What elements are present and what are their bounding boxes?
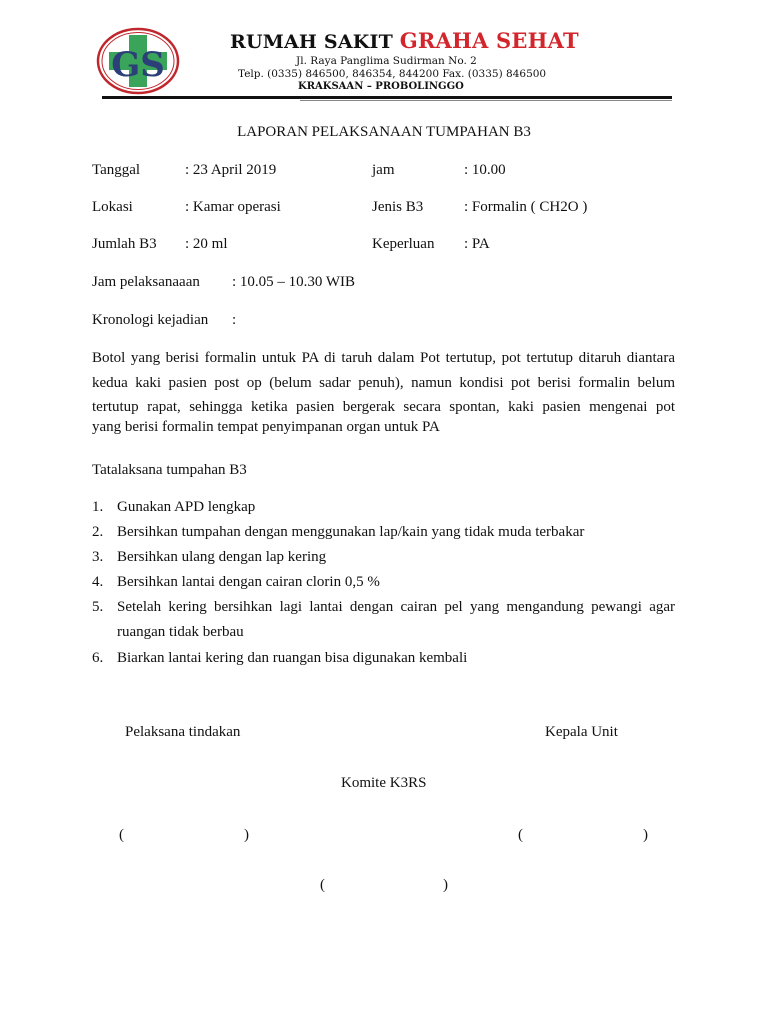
signature-blank-pelaksana-close: ) (244, 827, 249, 843)
step-text: Setelah kering bersihkan lagi lantai dengan cairan pel yang mengandung pewangi agar (117, 599, 675, 615)
hospital-address: Jl. Raya Panglima Sudirman No. 2 (296, 55, 477, 67)
step-text: Gunakan APD lengkap (117, 499, 256, 515)
step-number: 2. (92, 524, 104, 540)
step-text: Bersihkan ulang dengan lap kering (117, 549, 327, 565)
hospital-city: KRAKSAAN – PROBOLINGGO (298, 81, 464, 92)
field-value-kronologi: : (232, 312, 237, 328)
step-number: 5. (92, 599, 104, 615)
step-text: Bersihkan lantai dengan cairan clorin 0,5 % (117, 574, 380, 590)
hospital-name-prefix: RUMAH SAKIT (230, 31, 393, 53)
hospital-logo (96, 26, 180, 96)
field-value-jam-pelaksanaan: : 10.05 – 10.30 WIB (232, 274, 356, 290)
step-number: 6. (92, 650, 104, 666)
field-label-kronologi: Kronologi kejadian (92, 312, 209, 328)
field-label-jenis-b3: Jenis B3 (372, 199, 424, 215)
step-text: Bersihkan tumpahan dengan menggunakan lap/kain yang tidak muda terbakar (117, 524, 585, 540)
signature-label-kepala-unit: Kepala Unit (545, 724, 618, 740)
field-label-jam-pelaksanaan: Jam pelaksanaaan (92, 274, 200, 290)
field-label-jam: jam (372, 162, 395, 178)
field-label-lokasi: Lokasi (92, 199, 133, 215)
signature-label-komite: Komite K3RS (341, 775, 427, 791)
signature-blank-komite-close: ) (443, 877, 448, 893)
document-title: LAPORAN PELAKSANAAN TUMPAHAN B3 (237, 124, 531, 140)
letterhead-divider (102, 96, 672, 99)
hospital-name (230, 28, 579, 53)
signature-label-pelaksana: Pelaksana tindakan (125, 724, 241, 740)
step-text: Biarkan lantai kering dan ruangan bisa digunakan kembali (117, 650, 468, 666)
svg-text:GS: GS (111, 45, 165, 85)
signature-blank-kepala-close: ) (643, 827, 648, 843)
field-value-jumlah-b3: : 20 ml (185, 236, 228, 252)
step-number: 3. (92, 549, 104, 565)
field-value-jenis-b3: : Formalin ( CH2O ) (464, 199, 588, 215)
step-number: 4. (92, 574, 104, 590)
signature-blank-pelaksana-open: ( (119, 827, 124, 843)
field-value-keperluan: : PA (464, 236, 490, 252)
field-label-tanggal: Tanggal (92, 162, 141, 178)
step-number: 1. (92, 499, 104, 515)
field-value-lokasi: : Kamar operasi (185, 199, 281, 215)
signature-blank-kepala-open: ( (518, 827, 523, 843)
hospital-name-brand: GRAHA SEHAT (399, 28, 579, 53)
field-value-tanggal: : 23 April 2019 (185, 162, 277, 178)
kronologi-paragraph-end: yang berisi formalin tempat penyimpanan organ untuk PA (92, 419, 440, 435)
tatalaksana-heading: Tatalaksana tumpahan B3 (92, 462, 247, 478)
kronologi-paragraph: Botol yang berisi formalin untuk PA di taruh dalam Pot tertutup, pot tertutup ditaruh diantara kedua kaki pasien post op (belum sadar penuh), namun kondisi pot berisi formalin belum tertutup rapat, sehingga ketika pasien bergerak secara spontan, kaki pasien mengenai pot (92, 350, 675, 415)
step-text-continued: ruangan tidak berbau (117, 624, 244, 640)
hospital-cross-logo-icon (96, 26, 180, 96)
hospital-phone: Telp. (0335) 846500, 846354, 844200 Fax. (0335) 846500 (238, 68, 547, 80)
field-label-jumlah-b3: Jumlah B3 (92, 236, 157, 252)
signature-blank-komite-open: ( (320, 877, 325, 893)
letterhead-divider-thin (300, 100, 672, 101)
field-label-keperluan: Keperluan (372, 236, 435, 252)
field-value-jam: : 10.00 (464, 162, 506, 178)
